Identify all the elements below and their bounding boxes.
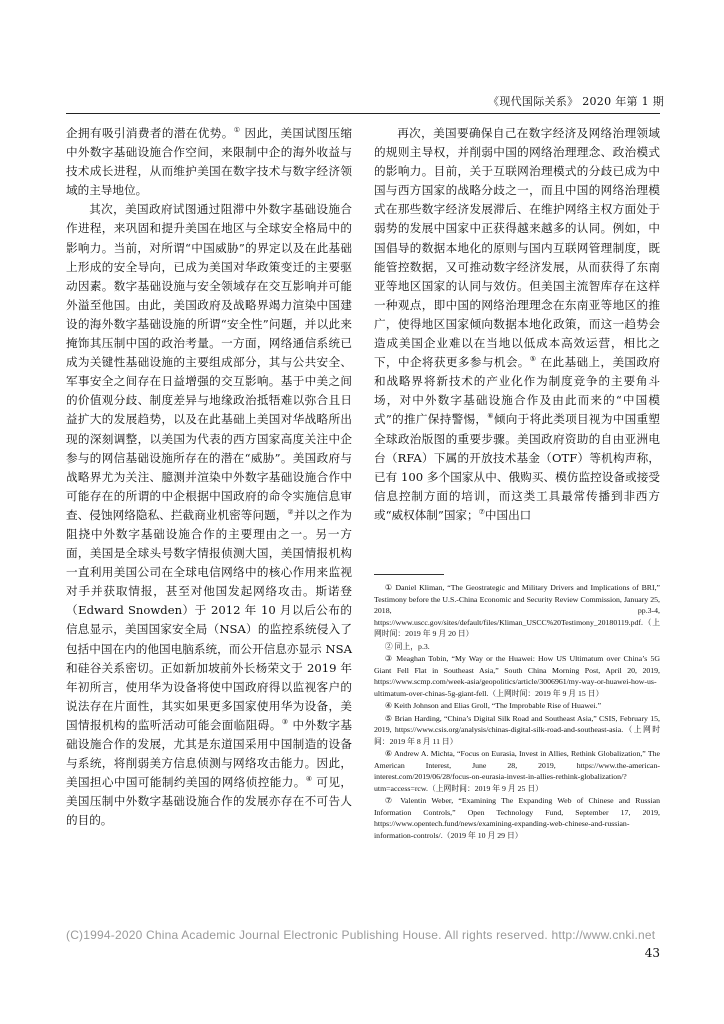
right-column <box>374 124 660 525</box>
footnote-ref[interactable]: ③ <box>281 718 289 727</box>
footnote-ref[interactable]: ② <box>287 508 294 517</box>
text: 企拥有吸引消费者的潜在优势。 <box>66 126 234 140</box>
footnote: ② 同上，p.3. <box>384 641 430 651</box>
left-column <box>66 124 352 830</box>
text: 倾向于将此类项目视为中国重塑全球政治版图的重要步骤。美国政府资助的自由亚洲电台（RFA）下属的开放技术基金（OTF）等机构声称，已有 100 多个国家从中、俄购买、模仿监控设备或接受信息控制方面的培训，而这类工具最常传播到非西方或“威权体制”国家； <box>374 412 660 522</box>
footnote-ref[interactable]: ⑤ <box>529 355 537 364</box>
footnote: ⑦ Valentin Weber, “Examining The Expanding Web of Chinese and Russian Information Controls,” Open Technology Fund, September 17, 2019, https://www.opentech.fund/news/examining-expanding-web-chinese-and-russian-information-controls/.（2019 年 10 月 29 日） <box>374 796 660 840</box>
running-header: 《现代国际关系》 2020 年第 1 期 <box>488 95 664 108</box>
text: 并以之作为阻挠中外数字基础设施合作的主要理由之一。另一方面，美国是全球头号数字情报侦测大国，美国情报机构一直利用美国公司在全球电信网络中的核心作用来监视对手并获取情报，甚至对他国发起网络攻击。斯诺登（Edward Snowden）于 2012 年 10 月以后公布的信息显示，美国国家安全局（NSA）的监控系统侵入了包括中国在内的他国电脑系统，而公开信息亦显示 NSA 和硅谷关系密切。正如新加坡前外长杨荣文于 2019 年年初所言，使用华为设备将使中国政府得以监视客户的说法存在片面性，其实如果更多国家使用华为设备，美国情报机构的监听活动可能会面临阻碍。 <box>66 507 352 732</box>
footnotes <box>374 582 660 842</box>
footnote: ⑤ Brian Harding, “China’s Digital Silk Road and Southeast Asia,” CSIS, February 15, 2019, https://www.csis.org/analysis/chinas-digital-silk-road-and-southeast-asia.（上网时间：2019 年 8 月 11 日） <box>374 713 660 746</box>
footnote: ⑥ Andrew A. Michta, “Focus on Eurasia, Invest in Allies, Rethink Globalization,” The American Interest, June 28, 2019, https://www.the-american-interest.com/2019/06/28/focus-on-eurasia-invest-in-allies-rethink-globalization/? utm=access=rcw.（上网时间：2019 年 9 月 25 日） <box>374 749 660 793</box>
paragraph <box>66 124 352 200</box>
footnote: ① Daniel Kliman, “The Geostrategic and Military Drivers and Implications of BRI,” Testimony before the U.S.-China Economic and Security Review Commission, January 25, 2018, pp.3-4, https://www.uscc.gov/sites/default/files/Kliman_USCC%20Testimony_20180119.pdf.（上网时间：2019 年 9 月 20 日） <box>374 583 660 638</box>
text: 在此基础上，美国政府和战略界将新技术的产业化作为制度竞争的主要角斗场，对中外数字基础设施合作及由此而来的“中国模式”的推广保持警惕， <box>374 355 660 427</box>
copyright-watermark: (C)1994-2020 China Academic Journal Electronic Publishing House. All rights reserved. http://www.cnki.net <box>66 928 656 942</box>
text: 中国出口 <box>484 507 532 522</box>
footnote-ref[interactable]: ⑦ <box>478 508 485 517</box>
footnote-ref[interactable]: ⑥ <box>487 412 494 421</box>
paragraph <box>66 200 352 830</box>
footnote-ref[interactable]: ① <box>233 126 241 135</box>
footnote-rule <box>374 574 444 575</box>
text: 可见，美国压制中外数字基础设施合作的发展亦存在不可告人的目的。 <box>66 775 352 828</box>
text: 因此，美国试图压缩中外数字基础设施合作空间，来限制中企的海外收益与技术成长进程，从而维护美国在数字技术与数字经济领域的主导地位。 <box>66 126 352 198</box>
paragraph <box>374 124 660 525</box>
footnote: ③ Meaghan Tobin, “My Way or the Huawei: How US Ultimatum over China’s 5G Giant Fell Flat in Southeast Asia,” South China Morning Post, April 20, 2019, https://www.scmp.com/week-asia/geopolitics/article/3006961/my-way-or-huawei-how-us-ultimatum-over-chinas-5g-giant-fell.（上网时间：2019 年 9 月 15 日） <box>374 654 660 698</box>
text: 中外数字基础设施合作的发展，尤其是东道国采用中国制造的设备与系统，将削弱美方信息侦测与网络攻击能力。因此，美国担心中国可能制约美国的网络侦控能力。 <box>66 717 352 790</box>
page-number: 43 <box>644 946 660 960</box>
footnote: ④ Keith Johnson and Elias Groll, “The Improbable Rise of Huawei.” <box>384 701 602 710</box>
text: 其次，美国政府试图通过阻滞中外数字基础设施合作进程，来巩固和提升美国在地区与全球安全格局中的影响力。当前，对所谓“中国威胁”的界定以及在此基础上形成的安全导向，已成为美国对华政策变迁的主要驱动因素。数字基础设施与安全领域存在交互影响并可能外溢至他国。由此，美国政府及战略界竭力渲染中国建设的海外数字基础设施的所谓“安全性”问题，并以此来掩饰其压制中国的政治考量。一方面，网络通信系统已成为关键性基础设施的主要组成部分，其与公共安全、军事安全之间存在日益增强的交互影响。基于中美之间的价值观分歧、制度差异与地缘政治抵牾难以弥合且日益扩大的发展趋势，以及在此基础上美国对华战略所出现的深刻调整，以美国为代表的西方国家高度关注中企参与的网信基础设施所存在的潜在“威胁”。美国政府与战略界尤为关注、臆测并渲染中外数字基础设施合作中可能存在的所谓的中企根据中国政府的命令实施信息审查、侵蚀网络隐私、拦截商业机密等问题， <box>66 202 352 522</box>
footnote-ref[interactable]: ④ <box>305 775 313 784</box>
header-rule <box>66 113 660 114</box>
text: 再次，美国要确保自己在数字经济及网络治理领域的规则主导权，并削弱中国的网络治理理念、政治模式的影响力。目前，关于互联网治理模式的分歧已成为中国与西方国家的战略分歧之一，而且中国的网络治理模式在那些数字经济发展滞后、在维护网络主权方面处于弱势的发展中国家中正获得越来越多的认同。例如，中国倡导的数据本地化的原则与国内互联网管理制度，既能管控数据，又可推动数字经济发展，从而获得了东南亚等地区国家的认同与效仿。但美国主流智库存在这样一种观点，即中国的网络治理理念在东南亚等地区的推广，使得地区国家倾向数据本地化政策，而这一趋势会造成美国企业难以在当地以低成本高效运营，相比之下，中企将获更多参与机会。 <box>374 126 660 370</box>
